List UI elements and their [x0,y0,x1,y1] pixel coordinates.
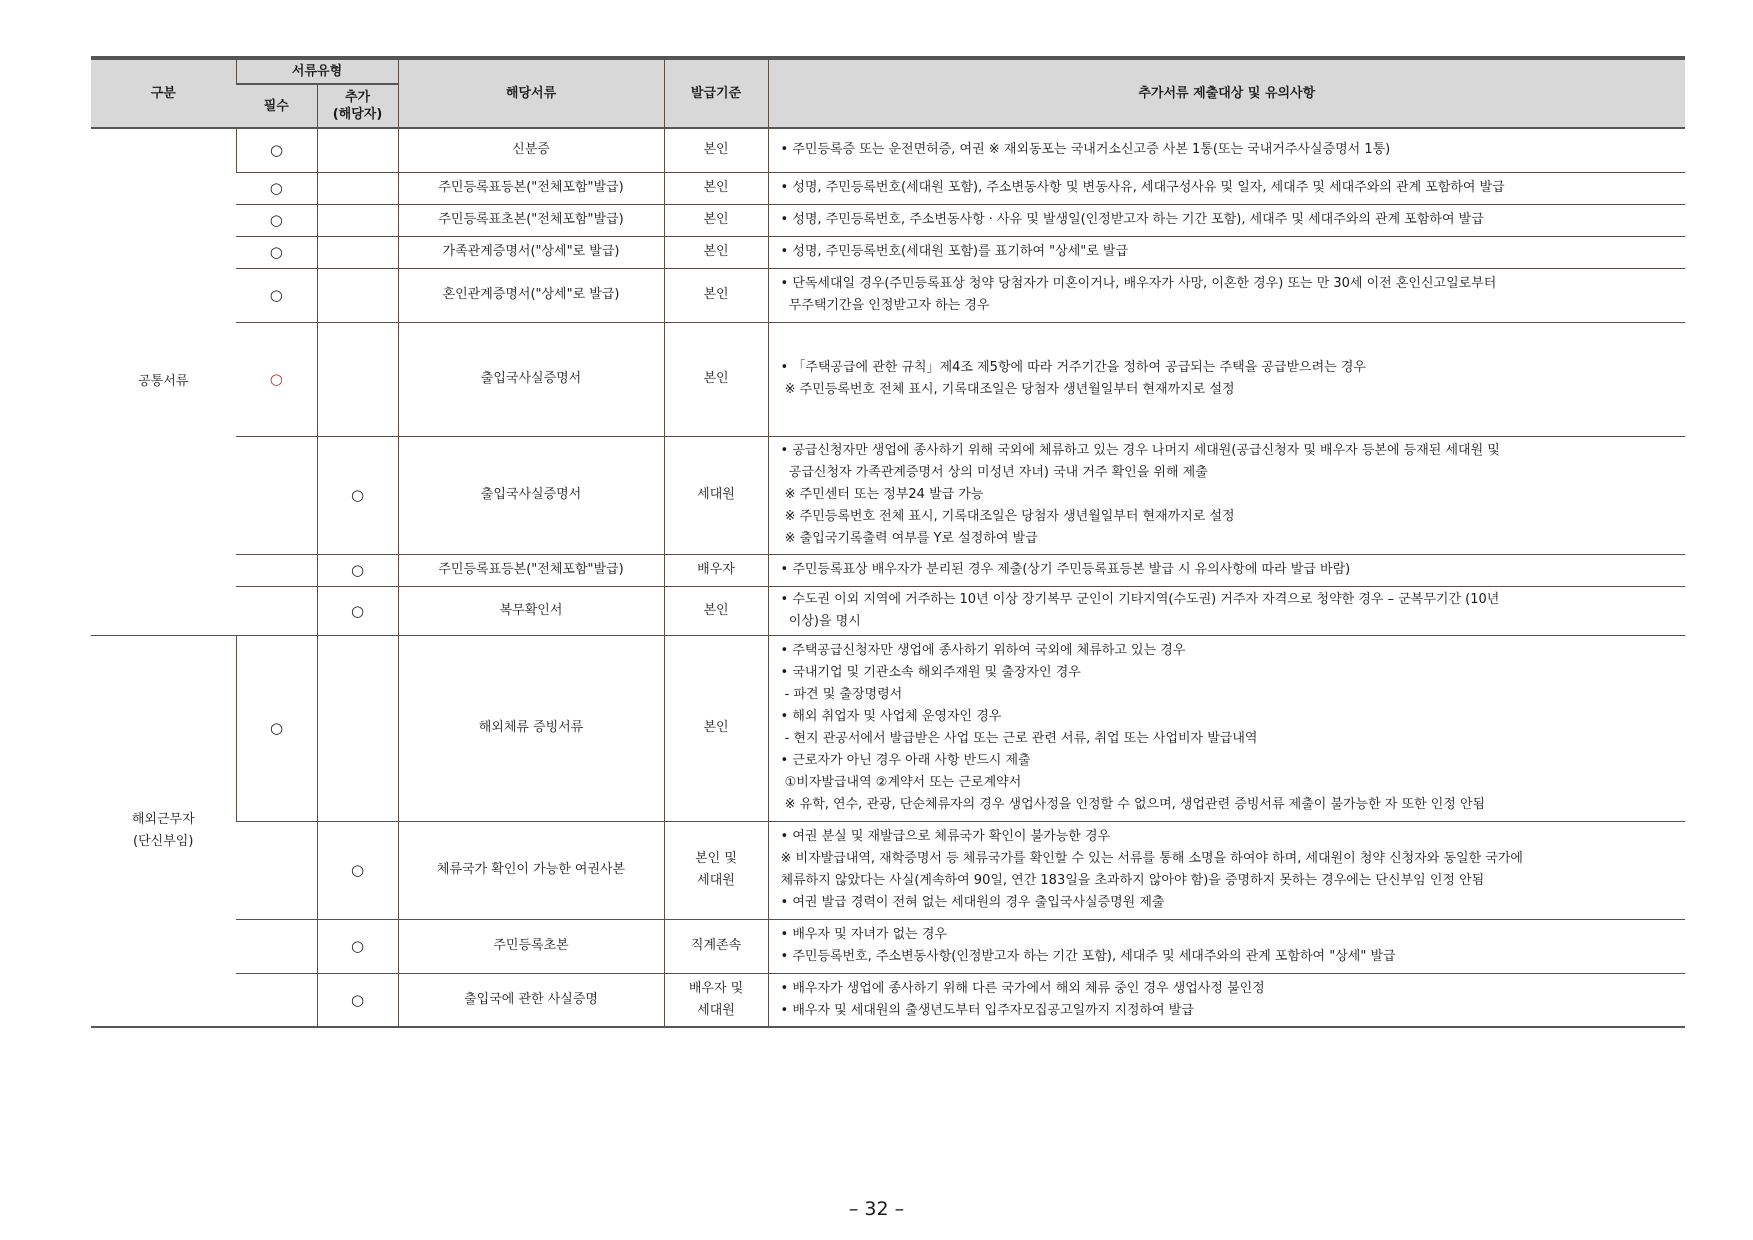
issue-basis: 본인 [664,128,768,172]
header-required: 필수 [236,84,317,128]
additional-mark: ○ [317,919,398,973]
header-doc-type: 서류유형 [236,58,398,84]
document-notes: • 배우자 및 자녀가 없는 경우 • 주민등록번호, 주소변동사항(인정받고자 하는 기간 포함), 세대주 및 세대주와의 관계 포함하여 "상세" 발급 [768,919,1685,973]
additional-mark: ○ [317,554,398,586]
table-row [91,635,1685,821]
additional-mark [317,128,398,172]
document-notes: • 주민등록표상 배우자가 분리된 경우 제출(상기 주민등록표등본 발급 시 유의사항에 따라 발급 바람) [768,554,1685,586]
document-notes: • 성명, 주민등록번호, 주소변동사항 · 사유 및 발생일(인정받고자 하는 기간 포함), 세대주 및 세대주와의 관계 포함하여 발급 [768,204,1685,236]
table-row [91,973,1685,1027]
issue-basis: 본인 [664,172,768,204]
additional-mark: ○ [317,821,398,919]
document-name: 주민등록표등본("전체포함"발급) [398,172,664,204]
additional-mark [317,204,398,236]
document-notes: • 「주택공급에 관한 규칙」제4조 제5항에 따라 거주기간을 정하여 공급되는 주택을 공급받으려는 경우 ※ 주민등록번호 전체 표시, 기록대조일은 당첨자 생년월일부터 현재까지로 설정 [768,322,1685,436]
required-mark: ○ [236,635,317,821]
issue-basis: 세대원 [664,436,768,554]
document-notes: • 공급신청자만 생업에 종사하기 위해 국외에 체류하고 있는 경우 나머지 세대원(공급신청자 및 배우자 등본에 등재된 세대원 및 공급신청자 가족관계증명서 상의 미성년 자녀) 국내 거주 확인을 위해 제출 ※ 주민센터 또는 정부24 발급 가능 ※ 주민등록번호 전체 표시, 기록대조일은 당첨자 생년월일부터 현재까지로 설정 ※ 출입국기록출력 여부를 Y로 설정하여 발급 [768,436,1685,554]
table-row [91,586,1685,635]
required-mark [236,436,317,554]
additional-mark: ○ [317,586,398,635]
document-notes: • 단독세대일 경우(주민등록표상 청약 당첨자가 미혼이거나, 배우자가 사망, 이혼한 경우) 또는 만 30세 이전 혼인신고일로부터 무주택기간을 인정받고자 하는 경우 [768,268,1685,322]
document-notes: • 성명, 주민등록번호(세대원 포함)를 표기하여 "상세"로 발급 [768,236,1685,268]
document-name: 해외체류 증빙서류 [398,635,664,821]
document-name: 체류국가 확인이 가능한 여권사본 [398,821,664,919]
document-name: 출입국사실증명서 [398,436,664,554]
required-mark [236,554,317,586]
document-notes: • 주택공급신청자만 생업에 종사하기 위하여 국외에 체류하고 있는 경우 • 국내기업 및 기관소속 해외주재원 및 출장자인 경우 - 파견 및 출장명령서 • 해외 취업자 및 사업체 운영자인 경우 - 현지 관공서에서 발급받은 사업 또는 근로 관련 서류, 취업 또는 사업비자 발급내역 • 근로자가 아닌 경우 아래 사항 반드시 제출 ①비자발급내역 ②계약서 또는 근로계약서 ※ 유학, 연수, 관광, 단순체류자의 경우 생업사정을 인정할 수 없으며, 생업관련 증빙서류 제출이 불가능한 자 또한 인정 안됨 [768,635,1685,821]
required-documents-table [91,56,1685,1028]
table-row [91,128,1685,172]
document-notes: • 여권 분실 및 재발급으로 체류국가 확인이 불가능한 경우 ※ 비자발급내역, 재학증명서 등 체류국가를 확인할 수 있는 서류를 통해 소명을 하여야 하며, 세대원이 청약 신청자와 동일한 국가에 체류하지 않았다는 사실(계속하여 90일, 연간 183일을 초과하지 않아야 함)을 증명하지 못하는 경우에는 단신부임 인정 안됨 • 여권 발급 경력이 전혀 없는 세대원의 경우 출입국사실증명원 제출 [768,821,1685,919]
table-row [91,172,1685,204]
additional-mark [317,635,398,821]
additional-mark [317,322,398,436]
document-name: 출입국에 관한 사실증명 [398,973,664,1027]
table-row [91,268,1685,322]
header-row-top [91,58,1685,84]
issue-basis: 본인 [664,268,768,322]
additional-mark [317,236,398,268]
header-issue-basis: 발급기준 [664,58,768,128]
required-mark [236,973,317,1027]
header-document: 해당서류 [398,58,664,128]
issue-basis: 본인 및 세대원 [664,821,768,919]
issue-basis: 본인 [664,322,768,436]
additional-mark: ○ [317,973,398,1027]
header-additional: 추가 (해당자) [317,84,398,128]
document-notes: • 주민등록증 또는 운전면허증, 여권 ※ 재외동포는 국내거소신고증 사본 1통(또는 국내거주사실증명서 1통) [768,128,1685,172]
table-row [91,554,1685,586]
header-category: 구분 [91,58,236,128]
required-mark [236,919,317,973]
required-mark: ○ [236,128,317,172]
table-row [91,436,1685,554]
table-row [91,919,1685,973]
required-mark-highlighted: ○ [236,322,317,436]
additional-mark [317,172,398,204]
required-mark: ○ [236,172,317,204]
document-name: 주민등록초본 [398,919,664,973]
document-notes: • 배우자가 생업에 종사하기 위해 다른 국가에서 해외 체류 중인 경우 생업사정 불인정 • 배우자 및 세대원의 출생년도부터 입주자모집공고일까지 지정하여 발급 [768,973,1685,1027]
document-name: 출입국사실증명서 [398,322,664,436]
issue-basis: 배우자 [664,554,768,586]
issue-basis: 본인 [664,236,768,268]
group-overseas: 해외근무자 (단신부임) [91,635,236,1027]
document-notes: • 성명, 주민등록번호(세대원 포함), 주소변동사항 및 변동사유, 세대구성사유 및 일자, 세대주 및 세대주와의 관계 포함하여 발급 [768,172,1685,204]
document-name: 신분증 [398,128,664,172]
issue-basis: 직계존속 [664,919,768,973]
table-row [91,236,1685,268]
issue-basis: 본인 [664,586,768,635]
header-notes: 추가서류 제출대상 및 유의사항 [768,58,1685,128]
document-name: 혼인관계증명서("상세"로 발급) [398,268,664,322]
table-row [91,322,1685,436]
document-notes: • 수도권 이외 지역에 거주하는 10년 이상 장기복무 군인이 기타지역(수도권) 거주자 자격으로 청약한 경우 – 군복무기간 (10년 이상)을 명시 [768,586,1685,635]
table-row [91,204,1685,236]
table-row [91,821,1685,919]
page-number: – 32 – [848,1198,905,1220]
additional-mark: ○ [317,436,398,554]
additional-mark [317,268,398,322]
document-name: 가족관계증명서("상세"로 발급) [398,236,664,268]
required-mark: ○ [236,236,317,268]
required-mark [236,821,317,919]
issue-basis: 본인 [664,204,768,236]
issue-basis: 배우자 및 세대원 [664,973,768,1027]
group-common: 공통서류 [91,128,236,635]
required-mark: ○ [236,204,317,236]
issue-basis: 본인 [664,635,768,821]
document-name: 주민등록표초본("전체포함"발급) [398,204,664,236]
required-mark [236,586,317,635]
document-name: 복무확인서 [398,586,664,635]
required-mark: ○ [236,268,317,322]
document-name: 주민등록표등본("전체포함"발급) [398,554,664,586]
